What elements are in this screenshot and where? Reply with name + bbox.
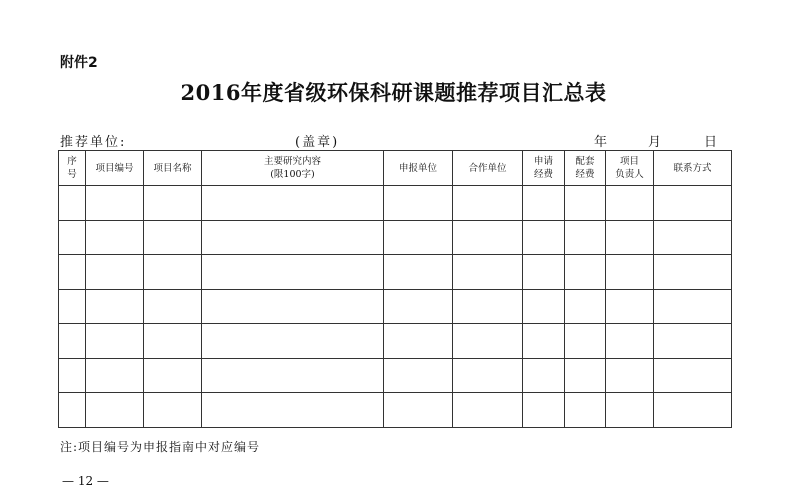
table-cell bbox=[606, 324, 654, 359]
table-cell bbox=[384, 289, 453, 324]
table-cell bbox=[86, 255, 144, 290]
table-cell bbox=[59, 289, 86, 324]
table-cell bbox=[523, 358, 565, 393]
header-line1: 主要研究内容 bbox=[263, 156, 321, 167]
table-cell bbox=[144, 255, 202, 290]
table-cell bbox=[384, 220, 453, 255]
table-cell bbox=[384, 186, 453, 221]
header-line1: 项目编号 bbox=[95, 162, 134, 174]
table-cell bbox=[453, 324, 523, 359]
table-cell bbox=[202, 255, 384, 290]
seal-label: (盖章) bbox=[295, 135, 340, 150]
table-cell bbox=[59, 393, 86, 428]
table-cell bbox=[606, 220, 654, 255]
table-body bbox=[59, 186, 732, 428]
table-cell bbox=[523, 324, 565, 359]
table-cell bbox=[86, 289, 144, 324]
table-header-row bbox=[59, 151, 732, 186]
table-cell bbox=[384, 393, 453, 428]
date-day-label: 日 bbox=[704, 135, 718, 150]
table-cell bbox=[86, 186, 144, 221]
page-number: — 12 — bbox=[62, 474, 109, 488]
header-cell bbox=[654, 151, 732, 186]
table-row bbox=[59, 220, 732, 255]
table-cell bbox=[654, 255, 732, 290]
header-line1: 合作单位 bbox=[468, 162, 507, 174]
footnote: 注:项目编号为申报指南中对应编号 bbox=[60, 440, 261, 454]
table-cell bbox=[86, 220, 144, 255]
table-row bbox=[59, 255, 732, 290]
table-cell bbox=[654, 186, 732, 221]
header-cell bbox=[606, 151, 654, 186]
header-line2: 经费 bbox=[533, 169, 553, 180]
table-cell bbox=[144, 289, 202, 324]
header-line1: 申请 bbox=[533, 156, 553, 167]
table-cell bbox=[384, 255, 453, 290]
table-cell bbox=[523, 186, 565, 221]
header-line1: 项目名称 bbox=[153, 162, 192, 174]
header-line1: 联系方式 bbox=[673, 162, 712, 174]
table-cell bbox=[565, 255, 606, 290]
table-cell bbox=[384, 358, 453, 393]
header-line2: (限100字) bbox=[270, 169, 315, 180]
header-cell bbox=[565, 151, 606, 186]
table-cell bbox=[202, 186, 384, 221]
table-cell bbox=[523, 255, 565, 290]
table-cell bbox=[654, 324, 732, 359]
table-cell bbox=[86, 358, 144, 393]
table-cell bbox=[606, 186, 654, 221]
header-line1: 序 bbox=[67, 156, 77, 167]
table-cell bbox=[144, 186, 202, 221]
table-cell bbox=[202, 358, 384, 393]
table-cell bbox=[202, 324, 384, 359]
table-row bbox=[59, 358, 732, 393]
table-cell bbox=[523, 393, 565, 428]
table-cell bbox=[453, 289, 523, 324]
table-cell bbox=[86, 393, 144, 428]
date-year-label: 年 bbox=[594, 135, 608, 150]
document-title: 2016年度省级环保科研课题推荐项目汇总表 bbox=[180, 80, 607, 105]
header-line2: 负责人 bbox=[615, 169, 644, 180]
header-cell bbox=[453, 151, 523, 186]
header-line1: 申报单位 bbox=[398, 162, 437, 174]
table-cell bbox=[565, 393, 606, 428]
table-cell bbox=[59, 358, 86, 393]
table-cell bbox=[453, 393, 523, 428]
table-cell bbox=[384, 324, 453, 359]
table-row bbox=[59, 324, 732, 359]
table-cell bbox=[565, 186, 606, 221]
table-cell bbox=[453, 255, 523, 290]
table-cell bbox=[565, 220, 606, 255]
table-cell bbox=[86, 324, 144, 359]
table-cell bbox=[59, 220, 86, 255]
table-cell bbox=[144, 358, 202, 393]
header-cell bbox=[523, 151, 565, 186]
header-line1: 配套 bbox=[575, 156, 595, 167]
table-cell bbox=[654, 289, 732, 324]
recommending-unit-label: 推荐单位: bbox=[60, 135, 127, 150]
table-cell bbox=[523, 289, 565, 324]
date-month-label: 月 bbox=[648, 135, 662, 150]
header-line2: 经费 bbox=[575, 169, 595, 180]
table-cell bbox=[59, 186, 86, 221]
table-cell bbox=[144, 324, 202, 359]
summary-table bbox=[58, 150, 732, 428]
table-row bbox=[59, 186, 732, 221]
table-cell bbox=[202, 220, 384, 255]
table-cell bbox=[202, 289, 384, 324]
table-row bbox=[59, 289, 732, 324]
header-line1: 项目 bbox=[619, 156, 639, 167]
header-cell bbox=[144, 151, 202, 186]
table-cell bbox=[565, 358, 606, 393]
table-cell bbox=[453, 358, 523, 393]
table-cell bbox=[606, 255, 654, 290]
header-cell bbox=[86, 151, 144, 186]
table-cell bbox=[606, 393, 654, 428]
table-cell bbox=[144, 220, 202, 255]
table-cell bbox=[606, 358, 654, 393]
table-cell bbox=[453, 186, 523, 221]
table-cell bbox=[654, 393, 732, 428]
table-cell bbox=[523, 220, 565, 255]
table-cell bbox=[144, 393, 202, 428]
table-row bbox=[59, 393, 732, 428]
table-cell bbox=[654, 220, 732, 255]
table-cell bbox=[606, 289, 654, 324]
header-cell bbox=[384, 151, 453, 186]
table-cell bbox=[202, 393, 384, 428]
header-cell bbox=[202, 151, 384, 186]
table-cell bbox=[654, 358, 732, 393]
header-cell bbox=[59, 151, 86, 186]
attachment-label: 附件2 bbox=[60, 55, 98, 71]
table-cell bbox=[59, 255, 86, 290]
table-cell bbox=[565, 324, 606, 359]
table-cell bbox=[565, 289, 606, 324]
table-cell bbox=[453, 220, 523, 255]
table-cell bbox=[59, 324, 86, 359]
header-line2: 号 bbox=[67, 169, 77, 180]
